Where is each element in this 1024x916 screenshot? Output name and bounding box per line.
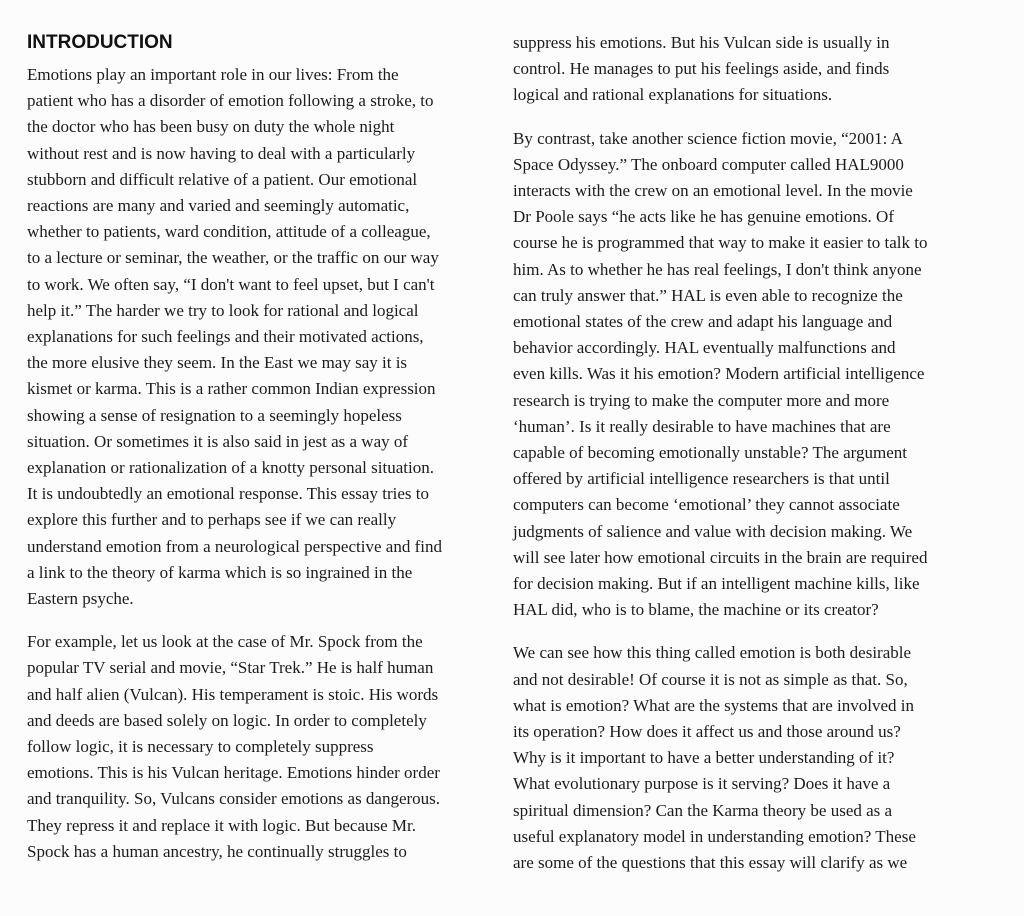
text-line: to a lecture or seminar, the weather, or the traffic on our way bbox=[27, 248, 439, 268]
section-heading: INTRODUCTION bbox=[27, 32, 173, 53]
right-paragraphs bbox=[513, 30, 983, 876]
text-line: course he is programmed that way to make it easier to talk to bbox=[513, 233, 928, 253]
text-line: By contrast, take another science fiction movie, “2001: A bbox=[513, 128, 903, 148]
text-line: patient who has a disorder of emotion following a stroke, to bbox=[27, 91, 434, 111]
left-paragraphs bbox=[27, 62, 497, 865]
text-line: explanations for such feelings and their motivated actions, bbox=[27, 327, 424, 347]
paragraph bbox=[27, 62, 497, 612]
text-line: will see later how emotional circuits in the brain are required bbox=[513, 547, 928, 567]
text-line: explanation or rationalization of a knotty personal situation. bbox=[27, 458, 434, 478]
text-line: help it.” The harder we try to look for rational and logical bbox=[27, 300, 419, 320]
text-line: judgments of salience and value with decision making. We bbox=[513, 521, 913, 541]
text-line: and not desirable! Of course it is not as simple as that. So, bbox=[513, 669, 908, 689]
paragraph bbox=[27, 629, 497, 865]
text-line: We can see how this thing called emotion is both desirable bbox=[513, 643, 912, 663]
text-line: Dr Poole says “he acts like he has genuine emotions. Of bbox=[513, 207, 894, 227]
text-line: the more elusive they seem. In the East we may say it is bbox=[27, 353, 408, 373]
text-line: a link to the theory of karma which is so ingrained in the bbox=[27, 562, 413, 582]
text-line: popular TV serial and movie, “Star Trek.” He is half human bbox=[27, 658, 434, 678]
text-line: and deeds are based solely on logic. In order to completely bbox=[27, 710, 427, 730]
text-line: emotional states of the crew and adapt his language and bbox=[513, 312, 893, 332]
text-line: without rest and is now having to deal with a particularly bbox=[27, 143, 416, 163]
text-line: even kills. Was it his emotion? Modern artificial intelligence bbox=[513, 364, 925, 384]
text-line: what is emotion? What are the systems that are involved in bbox=[513, 695, 914, 715]
text-line: reactions are many and varied and seemingly automatic, bbox=[27, 196, 410, 216]
text-line: research is trying to make the computer more and more bbox=[513, 390, 890, 410]
text-line: logical and rational explanations for situations. bbox=[513, 85, 833, 105]
text-line: stubborn and difficult relative of a patient. Our emotional bbox=[27, 169, 418, 189]
text-line: offered by artificial intelligence researchers is that until bbox=[513, 469, 890, 489]
text-line: They repress it and replace it with logic. But because Mr. bbox=[27, 815, 416, 835]
text-line: For example, let us look at the case of Mr. Spock from the bbox=[27, 632, 423, 652]
text-line: emotions. This is his Vulcan heritage. Emotions hinder order bbox=[27, 763, 440, 783]
text-line: What evolutionary purpose is it serving? Does it have a bbox=[513, 774, 891, 794]
text-line: its operation? How does it affect us and those around us? bbox=[513, 722, 901, 742]
paragraph bbox=[513, 126, 983, 624]
text-line: suppress his emotions. But his Vulcan side is usually in bbox=[513, 33, 890, 52]
text-line: and half alien (Vulcan). His temperament is stoic. His words bbox=[27, 684, 439, 704]
text-line: to work. We often say, “I don't want to feel upset, but I can't bbox=[27, 274, 435, 294]
text-line: control. He manages to put his feelings aside, and finds bbox=[513, 59, 890, 79]
left-column bbox=[27, 30, 497, 882]
text-line: showing a sense of resignation to a seemingly hopeless bbox=[27, 405, 402, 425]
text-line: the doctor who has been busy on duty the whole night bbox=[27, 117, 395, 137]
text-line: behavior accordingly. HAL eventually malfunctions and bbox=[513, 338, 896, 358]
text-line: interacts with the crew on an emotional level. In the movie bbox=[513, 181, 913, 201]
text-line: spiritual dimension? Can the Karma theory be used as a bbox=[513, 800, 893, 820]
text-line: Eastern psyche. bbox=[27, 589, 134, 609]
text-line: are some of the questions that this essay will clarify as we bbox=[513, 853, 908, 873]
text-line: follow logic, it is necessary to completely suppress bbox=[27, 737, 374, 757]
text-line: understand emotion from a neurological perspective and find bbox=[27, 536, 442, 556]
text-line: explore this further and to perhaps see if we can really bbox=[27, 510, 397, 530]
paragraph bbox=[513, 640, 983, 876]
text-line: can truly answer that.” HAL is even able to recognize the bbox=[513, 285, 903, 305]
text-line: Space Odyssey.” The onboard computer called HAL9000 bbox=[513, 154, 904, 174]
text-line: ‘human’. Is it really desirable to have machines that are bbox=[513, 416, 891, 436]
text-line: capable of becoming emotionally unstable? The argument bbox=[513, 443, 908, 463]
text-line: computers can become ‘emotional’ they cannot associate bbox=[513, 495, 900, 515]
text-line: for decision making. But if an intelligent machine kills, like bbox=[513, 574, 920, 594]
text-line: Emotions play an important role in our lives: From the bbox=[27, 65, 399, 84]
text-line: and tranquility. So, Vulcans consider emotions as dangerous. bbox=[27, 789, 441, 809]
paragraph bbox=[513, 30, 983, 109]
text-line: him. As to whether he has real feelings, I don't think anyone bbox=[513, 259, 922, 279]
right-column bbox=[513, 30, 983, 893]
text-line: HAL did, who is to blame, the machine or its creator? bbox=[513, 600, 879, 620]
text-line: Why is it important to have a better understanding of it? bbox=[513, 748, 895, 768]
text-line: It is undoubtedly an emotional response. This essay tries to bbox=[27, 484, 429, 504]
text-line: useful explanatory model in understanding emotion? These bbox=[513, 826, 916, 846]
text-line: Spock has a human ancestry, he continually struggles to bbox=[27, 841, 407, 861]
text-line: situation. Or sometimes it is also said in jest as a way of bbox=[27, 431, 409, 451]
text-line: kismet or karma. This is a rather common Indian expression bbox=[27, 379, 436, 399]
text-line: whether to patients, ward condition, attitude of a colleague, bbox=[27, 222, 431, 242]
